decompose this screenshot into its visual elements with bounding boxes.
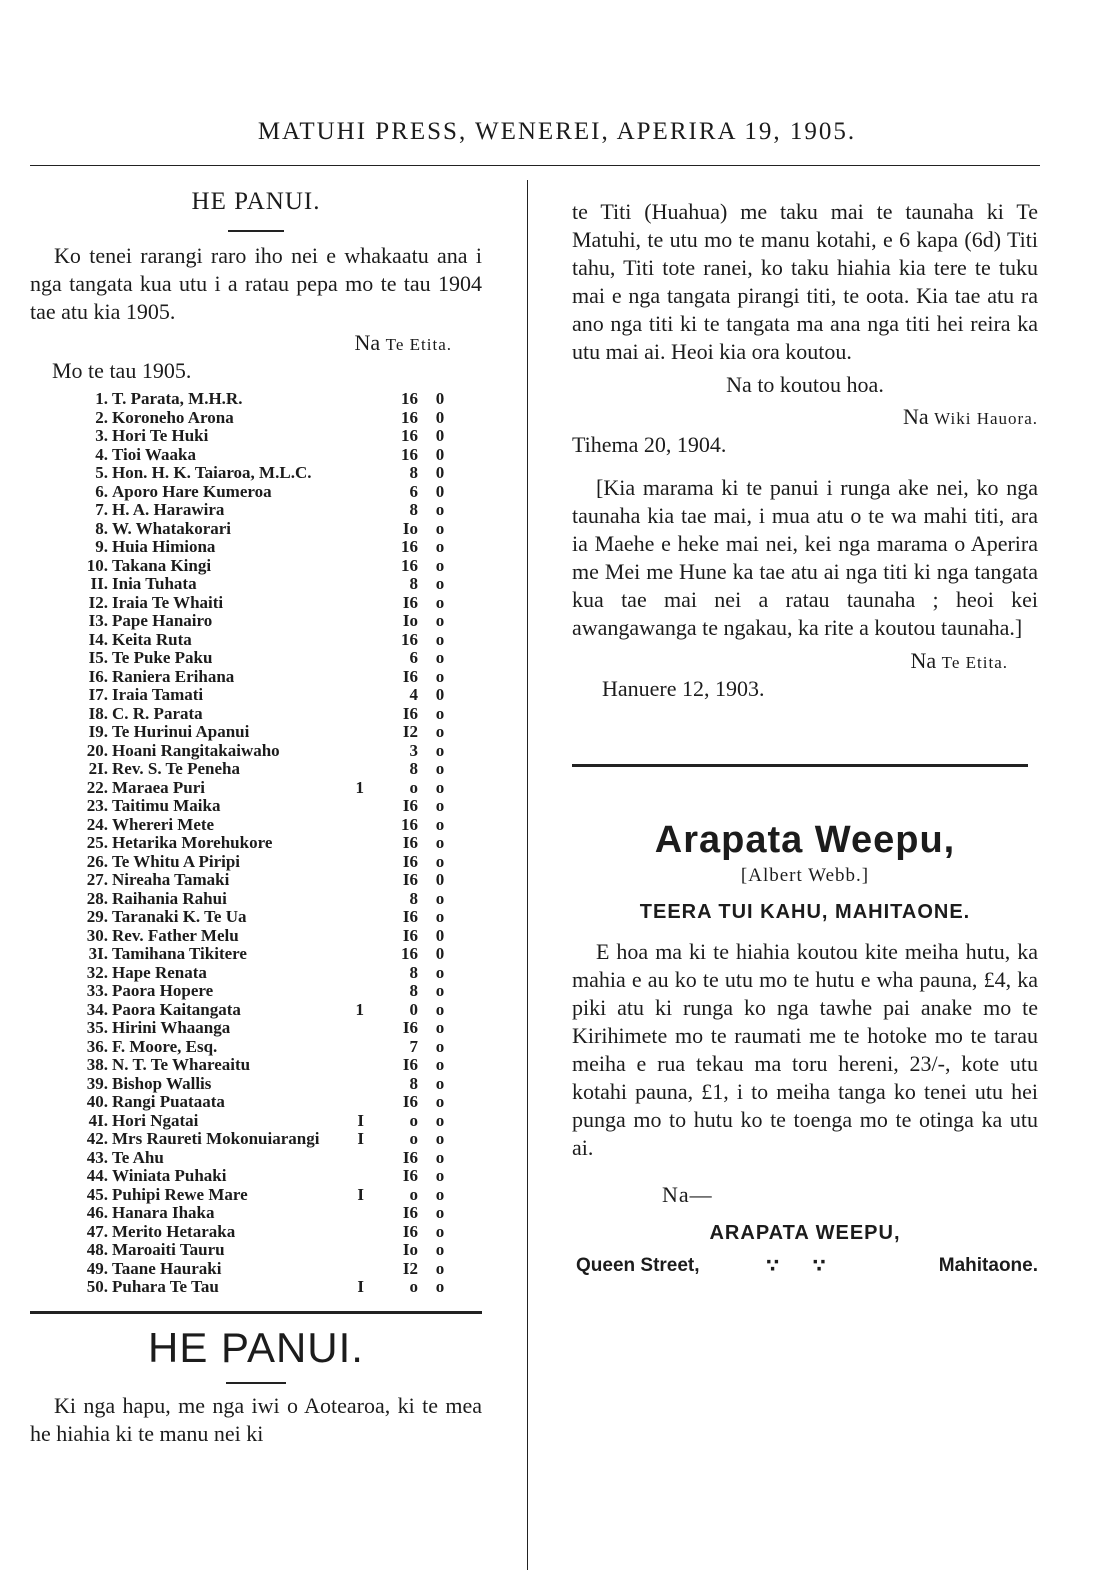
signature-wiki bbox=[572, 404, 1038, 430]
pounds: I bbox=[357, 1129, 364, 1148]
row-number: I2. bbox=[88, 592, 108, 612]
subscriber-row bbox=[78, 407, 445, 428]
subscriber-row bbox=[78, 999, 445, 1020]
shillings: o bbox=[409, 1129, 418, 1148]
shillings: 4 bbox=[409, 685, 418, 704]
subscriber-row bbox=[78, 629, 445, 650]
subscriber-row bbox=[78, 1073, 445, 1094]
column-rule bbox=[527, 180, 528, 1570]
shillings: I6 bbox=[402, 851, 418, 871]
pence: o bbox=[435, 1036, 445, 1056]
row-number: I7. bbox=[88, 685, 108, 704]
shillings: o bbox=[409, 777, 418, 797]
subscriber-name: Paora Hopere bbox=[112, 981, 214, 1000]
pence: o bbox=[435, 1110, 445, 1130]
subscriber-name: Maraea Puri bbox=[112, 777, 205, 797]
subscriber-name: N. T. Te Whareaitu bbox=[112, 1055, 251, 1074]
row-number: 23. bbox=[86, 796, 108, 815]
shillings: 8 bbox=[409, 463, 418, 482]
row-number: 32. bbox=[86, 962, 108, 982]
row-number: 3. bbox=[95, 426, 108, 445]
advert-rule bbox=[572, 764, 1028, 767]
shillings: I6 bbox=[402, 1092, 418, 1111]
alias-text: [Albert Webb.] bbox=[740, 865, 870, 886]
sig1-name: Wiki Hauora. bbox=[934, 409, 1038, 428]
shillings: I6 bbox=[402, 1166, 418, 1185]
row-number: 38. bbox=[86, 1055, 108, 1074]
subscriber-name: Mrs Raureti Mokonuiarangi bbox=[112, 1129, 320, 1148]
shillings: 8 bbox=[409, 981, 418, 1000]
titi-notice-text: te Titi (Huahua) me taku mai te taunaha ki Te Matuhi, te utu mo te manu kotahi, e 6 kapa (6d) Titi tahu, Titi tote ranei, ko taku hiahia kia tere te tuku mai e nga tangata pirangi titi, te oota. Kia tae atu ra ano nga titi ki te tangata ma ana nga titi hei reira ka utu mai ai. Heoi kia ora koutou. bbox=[572, 199, 1038, 364]
subscriber-name: Te Hurinui Apanui bbox=[112, 722, 250, 741]
pence: o bbox=[435, 999, 445, 1019]
shillings: I6 bbox=[402, 703, 418, 723]
subscriber-name: Puhipi Rewe Mare bbox=[112, 1184, 248, 1204]
subscriber-name: Raniera Erihana bbox=[112, 666, 235, 686]
subscriber-name: T. Parata, M.H.R. bbox=[112, 389, 243, 408]
subscriber-name: Aporo Hare Kumeroa bbox=[112, 481, 272, 501]
pence: o bbox=[435, 666, 445, 686]
shillings: 16 bbox=[401, 389, 418, 408]
shillings: 16 bbox=[401, 537, 418, 556]
section-rule bbox=[30, 1311, 482, 1314]
pence: 0 bbox=[435, 463, 445, 482]
date-1: Tihema 20, 1904. bbox=[572, 432, 727, 457]
subscriber-name: F. Moore, Esq. bbox=[112, 1036, 218, 1056]
subscriber-name: Merito Hetaraka bbox=[112, 1221, 236, 1241]
shillings: Io bbox=[402, 1240, 418, 1259]
subscriber-name: Rev. S. Te Peneha bbox=[112, 759, 240, 778]
subscriber-name: Winiata Puhaki bbox=[112, 1166, 227, 1185]
subscriber-row bbox=[78, 685, 445, 705]
subscriber-name: H. A. Harawira bbox=[112, 500, 225, 519]
advert-address bbox=[576, 1255, 1038, 1281]
shillings: 6 bbox=[409, 481, 418, 501]
subscriber-row bbox=[78, 1147, 445, 1168]
subscriber-name: Hape Renata bbox=[112, 962, 207, 982]
left-column bbox=[30, 180, 482, 1448]
subscriber-name: Hirini Whaanga bbox=[112, 1018, 231, 1037]
pence: o bbox=[435, 1277, 445, 1296]
subscriber-row bbox=[78, 574, 445, 594]
row-number: 49. bbox=[86, 1258, 108, 1278]
pence: 0 bbox=[435, 407, 445, 427]
notice-heading-2: HE PANUI. bbox=[148, 1323, 364, 1371]
subscriber-name: Bishop Wallis bbox=[112, 1073, 212, 1093]
row-number: I3. bbox=[88, 611, 108, 630]
subscriber-row bbox=[78, 1036, 445, 1057]
row-number: 48. bbox=[86, 1240, 108, 1259]
pence: 0 bbox=[435, 944, 445, 963]
row-number: 50. bbox=[86, 1277, 108, 1296]
subscriber-row bbox=[78, 722, 445, 742]
subscriber-row bbox=[78, 1184, 445, 1205]
subscriber-row bbox=[78, 1110, 445, 1131]
pence: 0 bbox=[435, 444, 445, 464]
pence: o bbox=[435, 851, 445, 871]
pence: o bbox=[435, 1203, 445, 1222]
pence: o bbox=[435, 629, 445, 649]
subscriber-name: Inia Tuhata bbox=[112, 574, 197, 593]
subscriber-name: Hanara Ihaka bbox=[112, 1203, 215, 1222]
notice-heading: HE PANUI. bbox=[191, 188, 321, 215]
row-number: 44. bbox=[86, 1166, 108, 1185]
shillings: 16 bbox=[401, 629, 418, 649]
subscriber-row bbox=[78, 1221, 445, 1242]
shillings: 8 bbox=[409, 574, 418, 593]
subscriber-row bbox=[78, 1055, 445, 1075]
subscriber-row bbox=[78, 666, 445, 687]
pence: 0 bbox=[435, 426, 445, 445]
shillings: 16 bbox=[401, 555, 418, 575]
row-number: II. bbox=[90, 574, 108, 593]
row-number: 2. bbox=[95, 407, 108, 427]
row-number: 35. bbox=[86, 1018, 108, 1037]
row-number: 46. bbox=[86, 1203, 108, 1222]
row-number: 5. bbox=[95, 463, 108, 482]
row-number: 22. bbox=[86, 777, 108, 797]
shillings: I6 bbox=[402, 1203, 418, 1222]
row-number: 4. bbox=[95, 444, 108, 464]
pence: o bbox=[435, 814, 445, 834]
shillings: I6 bbox=[402, 907, 418, 926]
shillings: o bbox=[409, 1110, 418, 1130]
subscriber-row bbox=[78, 962, 445, 983]
sig2-name: Te Etita. bbox=[941, 653, 1008, 672]
subscriber-row bbox=[78, 1092, 445, 1112]
pounds: 1 bbox=[355, 777, 364, 797]
shillings: I6 bbox=[402, 1055, 418, 1074]
heading-rule bbox=[228, 230, 284, 232]
dots-ornament: ∵ ∵ bbox=[766, 1256, 840, 1277]
subscriber-row bbox=[78, 740, 445, 761]
subscriber-row bbox=[78, 944, 445, 964]
pence: o bbox=[435, 1129, 445, 1148]
subscriber-name: Rangi Puataata bbox=[112, 1092, 225, 1111]
shillings: 16 bbox=[401, 407, 418, 427]
editor-signoff bbox=[30, 330, 452, 356]
pence: o bbox=[435, 888, 445, 908]
pence: o bbox=[435, 500, 445, 519]
pence: o bbox=[435, 1147, 445, 1167]
subscriber-row bbox=[78, 777, 445, 798]
subscriber-name: Tioi Waaka bbox=[112, 444, 196, 464]
pence: 0 bbox=[435, 925, 445, 945]
shillings: 16 bbox=[401, 814, 418, 834]
shillings: 8 bbox=[409, 500, 418, 519]
subscriber-row bbox=[78, 907, 445, 927]
subscriber-row bbox=[78, 500, 445, 520]
subscriber-name: Hetarika Morehukore bbox=[112, 833, 273, 852]
subscriber-row bbox=[78, 1277, 445, 1297]
pounds: 1 bbox=[355, 999, 364, 1019]
subscriber-name: Te Whitu A Piripi bbox=[112, 851, 241, 871]
pence: o bbox=[435, 1092, 445, 1111]
subscriber-row bbox=[78, 518, 445, 539]
subscriber-name: Nireaha Tamaki bbox=[112, 870, 230, 889]
subscriber-name: Te Puke Paku bbox=[112, 648, 213, 667]
row-number: 6. bbox=[95, 481, 108, 501]
shillings: Io bbox=[402, 611, 418, 630]
pence: o bbox=[435, 574, 445, 593]
pence: 0 bbox=[435, 870, 445, 889]
row-number: 36. bbox=[86, 1036, 108, 1056]
pence: o bbox=[435, 796, 445, 815]
subscriber-row bbox=[78, 481, 445, 502]
top-rule bbox=[30, 165, 1040, 166]
subscriber-row bbox=[78, 888, 445, 909]
pence: 0 bbox=[435, 481, 445, 501]
shillings: I6 bbox=[402, 870, 418, 889]
shillings: 8 bbox=[409, 888, 418, 908]
shillings: I6 bbox=[402, 666, 418, 686]
pence: o bbox=[435, 703, 445, 723]
subscriber-name: Taane Hauraki bbox=[112, 1258, 222, 1278]
subscriber-row bbox=[78, 759, 445, 779]
pence: o bbox=[435, 777, 445, 797]
subscriber-row bbox=[78, 1203, 445, 1223]
row-number: 2I. bbox=[88, 759, 108, 778]
shillings: I6 bbox=[402, 1221, 418, 1241]
subscriber-name: Maroaiti Tauru bbox=[112, 1240, 225, 1259]
pence: o bbox=[435, 833, 445, 852]
masthead: MATUHI PRESS, WENEREI, APERIRA 19, 1905. bbox=[257, 118, 857, 145]
row-number: 28. bbox=[86, 888, 108, 908]
shillings: 16 bbox=[401, 444, 418, 464]
pence: 0 bbox=[435, 685, 445, 704]
friend-line: Na to koutou hoa. bbox=[726, 372, 884, 397]
row-number: I6. bbox=[88, 666, 108, 686]
editor-note: [Kia marama ki te panui i runga ake nei, ko nga taunaha kia tae mai, i mua atu o te wa mahi titi, ara ia Maehe e heke mai nei, kei nga marama o Aperira me Mei me Hune ka tae atu ai nga titi ki nga tangata kua tae mai nei a ratau taunaha ; heoi kei awangawanga te ngakau, ka rite a koutou taunaha.] bbox=[572, 475, 1038, 640]
row-number: 10. bbox=[86, 555, 108, 575]
subscriber-row bbox=[78, 925, 445, 946]
subscriber-row bbox=[78, 981, 445, 1001]
date-2: Hanuere 12, 1903. bbox=[602, 676, 765, 701]
subscriber-name: Huia Himiona bbox=[112, 537, 216, 556]
subscriber-name: Keita Ruta bbox=[112, 629, 192, 649]
subscriber-name: W. Whatakorari bbox=[112, 518, 232, 538]
subscriber-name: Te Ahu bbox=[112, 1147, 164, 1167]
pence: o bbox=[435, 740, 445, 760]
pounds: I bbox=[357, 1184, 364, 1204]
pence: o bbox=[435, 1240, 445, 1259]
pounds: I bbox=[357, 1110, 364, 1130]
notice-2-text: Ki nga hapu, me nga iwi o Aotearoa, ki te mea he hiahia ki te manu nei ki bbox=[30, 1392, 482, 1446]
shillings: I2 bbox=[402, 1258, 418, 1278]
shillings: 8 bbox=[409, 759, 418, 778]
subscriber-name: Hori Te Huki bbox=[112, 426, 209, 445]
sig1-prefix: Na bbox=[903, 404, 935, 429]
subscriber-name: Taitimu Maika bbox=[112, 796, 221, 815]
row-number: 1. bbox=[95, 389, 108, 408]
row-number: I8. bbox=[88, 703, 108, 723]
pence: o bbox=[435, 1221, 445, 1241]
shillings: I6 bbox=[402, 1147, 418, 1167]
subscriber-name: Pape Hanairo bbox=[112, 611, 213, 630]
row-number: I5. bbox=[88, 648, 108, 667]
row-number: 40. bbox=[86, 1092, 108, 1111]
pence: o bbox=[435, 537, 445, 556]
subscriber-row bbox=[78, 611, 445, 631]
subscriber-name: Hori Ngatai bbox=[112, 1110, 199, 1130]
row-number: 39. bbox=[86, 1073, 108, 1093]
pence: o bbox=[435, 962, 445, 982]
subscriber-name: Paora Kaitangata bbox=[112, 999, 241, 1019]
shillings: I6 bbox=[402, 592, 418, 612]
subscriber-name: Puhara Te Tau bbox=[112, 1277, 219, 1296]
sig2-prefix: Na bbox=[910, 648, 942, 673]
pence: o bbox=[435, 1166, 445, 1185]
pence: o bbox=[435, 1018, 445, 1037]
row-number: 24. bbox=[86, 814, 108, 834]
subscriber-row bbox=[78, 870, 445, 890]
subscriber-name: Hoani Rangitakaiwaho bbox=[112, 740, 280, 760]
subscriber-row bbox=[78, 1018, 445, 1038]
pence: o bbox=[435, 907, 445, 926]
row-number: 42. bbox=[86, 1129, 108, 1148]
subscriber-row bbox=[78, 389, 445, 409]
advert-alias bbox=[572, 862, 1038, 887]
shillings: o bbox=[409, 1184, 418, 1204]
signoff-prefix: Na bbox=[354, 330, 386, 355]
pence: o bbox=[435, 1073, 445, 1093]
pence: o bbox=[435, 648, 445, 667]
row-number: I4. bbox=[88, 629, 108, 649]
subscriber-name: C. R. Parata bbox=[112, 703, 203, 723]
shillings: o bbox=[409, 1277, 418, 1296]
row-number: 27. bbox=[86, 870, 108, 889]
shillings: I6 bbox=[402, 925, 418, 945]
subscriber-row bbox=[78, 814, 445, 835]
subscriber-row bbox=[78, 537, 445, 557]
advert-title: Arapata Weepu, bbox=[654, 819, 956, 861]
pence: o bbox=[435, 722, 445, 741]
shillings: 7 bbox=[409, 1036, 418, 1056]
row-number: 7. bbox=[95, 500, 108, 519]
pounds: I bbox=[357, 1277, 364, 1296]
row-number: 4I. bbox=[88, 1110, 108, 1130]
shillings: 0 bbox=[409, 999, 418, 1019]
subscriber-list bbox=[78, 389, 445, 1297]
subscriber-row bbox=[78, 703, 445, 724]
street-text: Queen Street, bbox=[576, 1255, 700, 1276]
row-number: 29. bbox=[86, 907, 108, 926]
subscriber-row bbox=[78, 648, 445, 668]
subscriber-row bbox=[78, 1258, 445, 1279]
row-number: 8. bbox=[95, 518, 108, 538]
right-column bbox=[572, 198, 1038, 1281]
pence: o bbox=[435, 759, 445, 778]
shillings: 16 bbox=[401, 426, 418, 445]
pence: 0 bbox=[435, 389, 445, 408]
row-number: 33. bbox=[86, 981, 108, 1000]
pence: o bbox=[435, 1055, 445, 1074]
row-number: 25. bbox=[86, 833, 108, 852]
subscriber-name: Raihania Rahui bbox=[112, 888, 227, 908]
advert-signature: ARAPATA WEEPU, bbox=[709, 1222, 901, 1244]
notice-intro: Ko tenei rarangi raro iho nei e whakaatu ana i nga tangata kua utu i a ratau pepa mo te tau 1904 tae atu kia 1905. bbox=[30, 243, 482, 324]
shillings: 8 bbox=[409, 1073, 418, 1093]
subscriber-row bbox=[78, 1166, 445, 1186]
subscriber-row bbox=[78, 1129, 445, 1149]
pence: o bbox=[435, 518, 445, 538]
subscriber-row bbox=[78, 426, 445, 446]
pence: o bbox=[435, 1184, 445, 1204]
subscriber-name: Iraia Te Whaiti bbox=[112, 592, 224, 612]
subscriber-name: Tamihana Tikitere bbox=[112, 944, 247, 963]
year-line: Mo te tau 1905. bbox=[52, 358, 192, 383]
shillings: I2 bbox=[402, 722, 418, 741]
shillings: 8 bbox=[409, 962, 418, 982]
subscriber-row bbox=[78, 796, 445, 816]
subscriber-name: Koroneho Arona bbox=[112, 407, 234, 427]
subscriber-row bbox=[78, 444, 445, 465]
shillings: I6 bbox=[402, 1018, 418, 1037]
subscriber-row bbox=[78, 463, 445, 483]
pence: o bbox=[435, 555, 445, 575]
row-number: 34. bbox=[86, 999, 108, 1019]
row-number: 20. bbox=[86, 740, 108, 760]
row-number: 30. bbox=[86, 925, 108, 945]
subscriber-name: Taranaki K. Te Ua bbox=[112, 907, 247, 926]
subscriber-row bbox=[78, 833, 445, 853]
subscriber-name: Hon. H. K. Taiaroa, M.L.C. bbox=[112, 463, 312, 482]
subscriber-name: Iraia Tamati bbox=[112, 685, 204, 704]
subscriber-name: Rev. Father Melu bbox=[112, 925, 239, 945]
shillings: Io bbox=[402, 518, 418, 538]
heading-rule-2 bbox=[226, 1382, 286, 1384]
row-number: 3I. bbox=[88, 944, 108, 963]
subscriber-name: Whereri Mete bbox=[112, 814, 215, 834]
row-number: 26. bbox=[86, 851, 108, 871]
shillings: I6 bbox=[402, 796, 418, 815]
row-number: I9. bbox=[88, 722, 108, 741]
pence: o bbox=[435, 592, 445, 612]
row-number: 43. bbox=[86, 1147, 108, 1167]
advert-na: Na— bbox=[662, 1182, 713, 1207]
shillings: 3 bbox=[409, 740, 418, 760]
advert-trade: TEERA TUI KAHU, MAHITAONE. bbox=[639, 901, 971, 923]
signoff-name: Te Etita. bbox=[385, 335, 452, 354]
subscriber-row bbox=[78, 851, 445, 872]
shillings: 6 bbox=[409, 648, 418, 667]
subscriber-row bbox=[78, 1240, 445, 1260]
town-text: Mahitaone. bbox=[938, 1255, 1038, 1276]
pence: o bbox=[435, 1258, 445, 1278]
shillings: I6 bbox=[402, 833, 418, 852]
subscriber-name: Takana Kingi bbox=[112, 555, 212, 575]
shillings: 16 bbox=[401, 944, 418, 963]
pence: o bbox=[435, 611, 445, 630]
advert-body: E hoa ma ki te hiahia koutou kite meiha hutu, ka mahia e au ko te utu mo te hutu e wha pauna, £4, ka piki atu ki runga ko nga tawhe pai anake mo te Kirihimete mo te raumati me te hotoke mo te tarau meiha e rua tekau ma toru hereni, 23/-, kote utu kotahi pauna, £1, i to meiha tanga ko tenei utu hei punga mo to hutu ko te toenga mo te otinga ka utu ai. bbox=[572, 939, 1038, 1160]
pence: o bbox=[435, 981, 445, 1000]
row-number: 9. bbox=[95, 537, 108, 556]
subscriber-row bbox=[78, 592, 445, 613]
row-number: 45. bbox=[86, 1184, 108, 1204]
subscriber-row bbox=[78, 555, 445, 576]
signature-editor bbox=[572, 648, 1008, 674]
row-number: 47. bbox=[86, 1221, 108, 1241]
